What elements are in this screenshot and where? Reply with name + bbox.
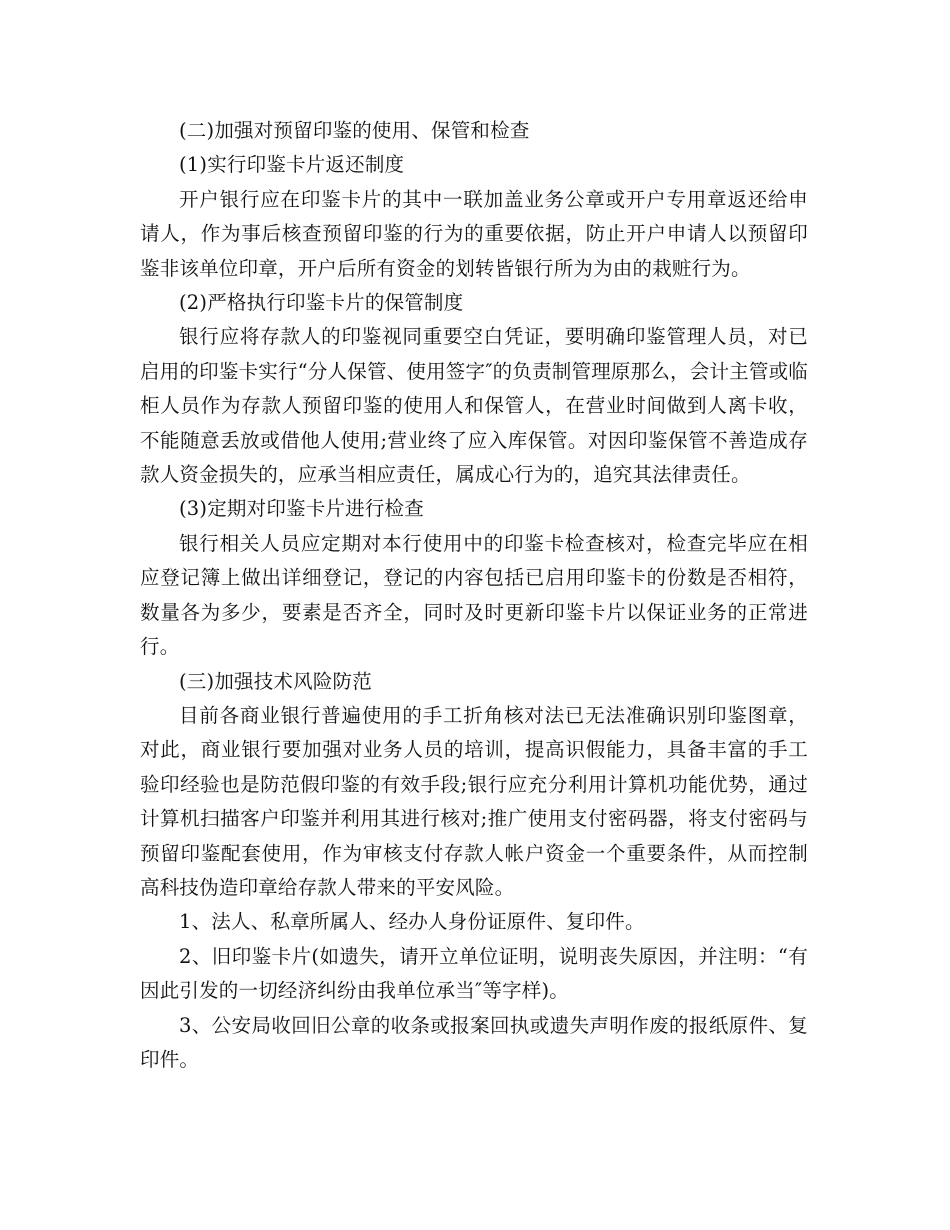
- heading-section-2: (二)加强对预留印鉴的使用、保管和检查: [179, 119, 530, 142]
- list-item-2: 2、旧印鉴卡片(如遗失，请开立单位证明，说明丧失原因，并注明：“有因此引发的一切经济纠纷由我单位承当″等字样)。: [140, 944, 808, 1003]
- paragraph-4: 目前各商业银行普遍使用的手工折角核对法已无法准确识别印鉴图章，对此，商业银行要加强对业务人员的培训，提高识假能力，具备丰富的手工验印经验也是防范假印鉴的有效手段;银行应充分利用计算机功能优势，通过计算机扫描客户印鉴并利用其进行核对;推广使用支付密码器，将支付密码与预留印鉴配套使用，作为审核支付存款人帐户资金一个重要条件，从而控制高科技伪造印章给存款人带来的平安风险。: [140, 703, 808, 899]
- list-item-1: 1、法人、私章所属人、经办人身份证原件、复印件。: [179, 910, 645, 934]
- subheading-3: (3)定期对印鉴卡片进行检查: [179, 497, 424, 521]
- subheading-2: (2)严格执行印鉴卡片的保管制度: [179, 291, 464, 315]
- paragraph-3: 银行相关人员应定期对本行使用中的印鉴卡检查核对，检查完毕应在相应登记簿上做出详细登记，登记的内容包括已启用印鉴卡的份数是否相符，数量各为多少，要素是否齐全，同时及时更新印鉴卡片以保证业务的正常进行。: [140, 531, 808, 659]
- subheading-1: (1)实行印鉴卡片返还制度: [179, 153, 405, 177]
- document-body: [140, 114, 808, 1077]
- heading-section-3: (三)加强技术风险防范: [179, 669, 372, 693]
- paragraph-2: 银行应将存款人的印鉴视同重要空白凭证，要明确印鉴管理人员，对已启用的印鉴卡实行“分人保管、使用签字″的负责制管理原那么，会计主管或临柜人员作为存款人预留印鉴的使用人和保管人，在营业时间做到人离卡收，不能随意丢放或借他人使用;营业终了应入库保管。对因印鉴保管不善造成存款人资金损失的，应承当相应责任，属成心行为的，追究其法律责任。: [140, 325, 808, 487]
- list-item-3: 3、公安局收回旧公章的收条或报案回执或遗失声明作废的报纸原件、复印件。: [140, 1013, 808, 1071]
- paragraph-1: 开户银行应在印鉴卡片的其中一联加盖业务公章或开户专用章返还给申请人，作为事后核查预留印鉴的行为的重要依据，防止开户申请人以预留印鉴非该单位印章，开户后所有资金的划转皆银行所为为由的栽赃行为。: [140, 187, 808, 280]
